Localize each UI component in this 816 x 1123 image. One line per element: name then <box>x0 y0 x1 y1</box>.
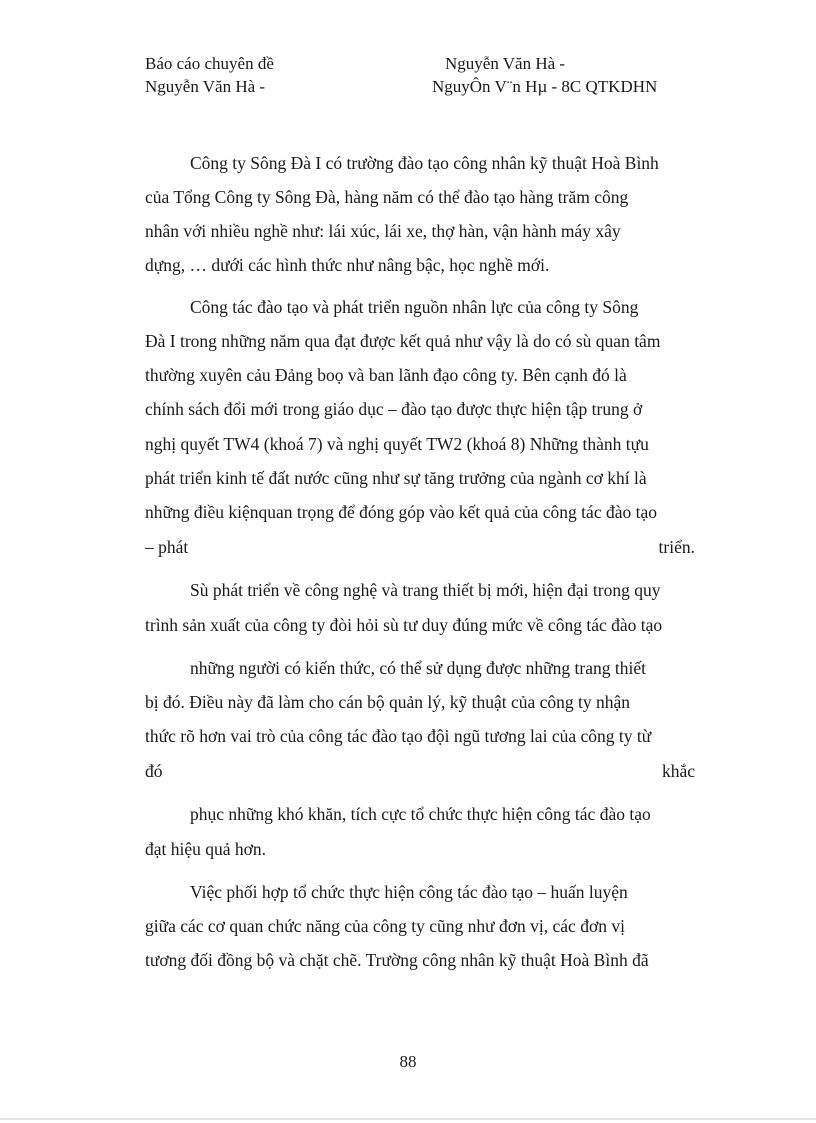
paragraph-last-line <box>145 760 695 782</box>
paragraph-line: của Tổng Công ty Sông Đà, hàng năm có thể đào tạo hàng trăm công <box>145 187 629 207</box>
paragraph-line: Việc phối hợp tổ chức thực hiện công tác đào tạo – huấn luyện <box>190 882 628 902</box>
paragraph-line: đạt hiệu quả hơn. <box>145 839 267 859</box>
paragraph-line: Công ty Sông Đà I có trường đào tạo công nhân kỹ thuật Hoà Bình <box>190 153 659 173</box>
header-author-name-left: Nguyễn Văn Hà - <box>145 77 266 96</box>
paragraph-line: nghị quyết TW4 (khoá 7) và nghị quyết TW2 (khoá 8) Những thành tựu <box>145 434 649 454</box>
paragraph-line: những người có kiến thức, có thể sử dụng được những trang thiết <box>190 658 646 678</box>
paragraph-line: nhân với nhiều nghề như: lái xúc, lái xe, thợ hàn, vận hành máy xây <box>145 221 621 241</box>
paragraph-line: thức rõ hơn vai trò của công tác đào tạo đội ngũ tương lai của công ty từ <box>145 726 652 746</box>
paragraph-line: phát triển kinh tế đất nước cũng như sự tăng trưởng của ngành cơ khí là <box>145 468 647 488</box>
line-end: khắc <box>661 761 695 781</box>
paragraph-line: phục những khó khăn, tích cực tổ chức thực hiện công tác đào tạo <box>190 804 651 824</box>
paragraph-last-line <box>145 536 695 558</box>
paragraph-line: những điều kiệnquan trọng để đóng góp vào kết quả của công tác đào tạo <box>145 502 657 522</box>
header-report-title: Báo cáo chuyên đề <box>145 54 274 73</box>
paragraph-line: chính sách đổi mới trong giáo dục – đào tạo được thực hiện tập trung ở <box>145 399 643 419</box>
header-author-class: NguyÔn V¨n Hµ - 8C QTKDHN <box>432 77 658 96</box>
paragraph-line: bị đó. Điều này đã làm cho cán bộ quản lý, kỹ thuật của công ty nhận <box>145 692 631 712</box>
paragraph-line: trình sản xuất của công ty đòi hỏi sù tư duy đúng mức về công tác đào tạo <box>145 615 663 635</box>
paragraph-line: Sù phát triển về công nghệ và trang thiết bị mới, hiện đại trong quy <box>190 580 661 600</box>
paragraph-line: tương đối đồng bộ và chặt chẽ. Trường công nhân kỹ thuật Hoà Bình đã <box>145 950 649 970</box>
page-number: 88 <box>399 1052 417 1071</box>
paragraph-line: giữa các cơ quan chức năng của công ty cũng như đơn vị, các đơn vị <box>145 916 625 936</box>
line-end: triển. <box>658 537 695 557</box>
paragraph-line: thường xuyên cảu Đảng boọ và ban lãnh đạo công ty. Bên cạnh đó là <box>145 365 627 385</box>
page-bottom-divider <box>0 1118 816 1120</box>
header-author-name: Nguyễn Văn Hà - <box>445 54 566 73</box>
paragraph-line: dựng, … dưới các hình thức như nâng bậc, học nghề mới. <box>145 255 550 275</box>
line-start: đó <box>145 761 163 781</box>
paragraph-line: Đà I trong những năm qua đạt được kết quả như vậy là do có sù quan tâm <box>145 331 661 351</box>
paragraph-line: Công tác đào tạo và phát triển nguồn nhân lực của công ty Sông <box>190 297 639 317</box>
line-start: – phát <box>145 537 189 557</box>
